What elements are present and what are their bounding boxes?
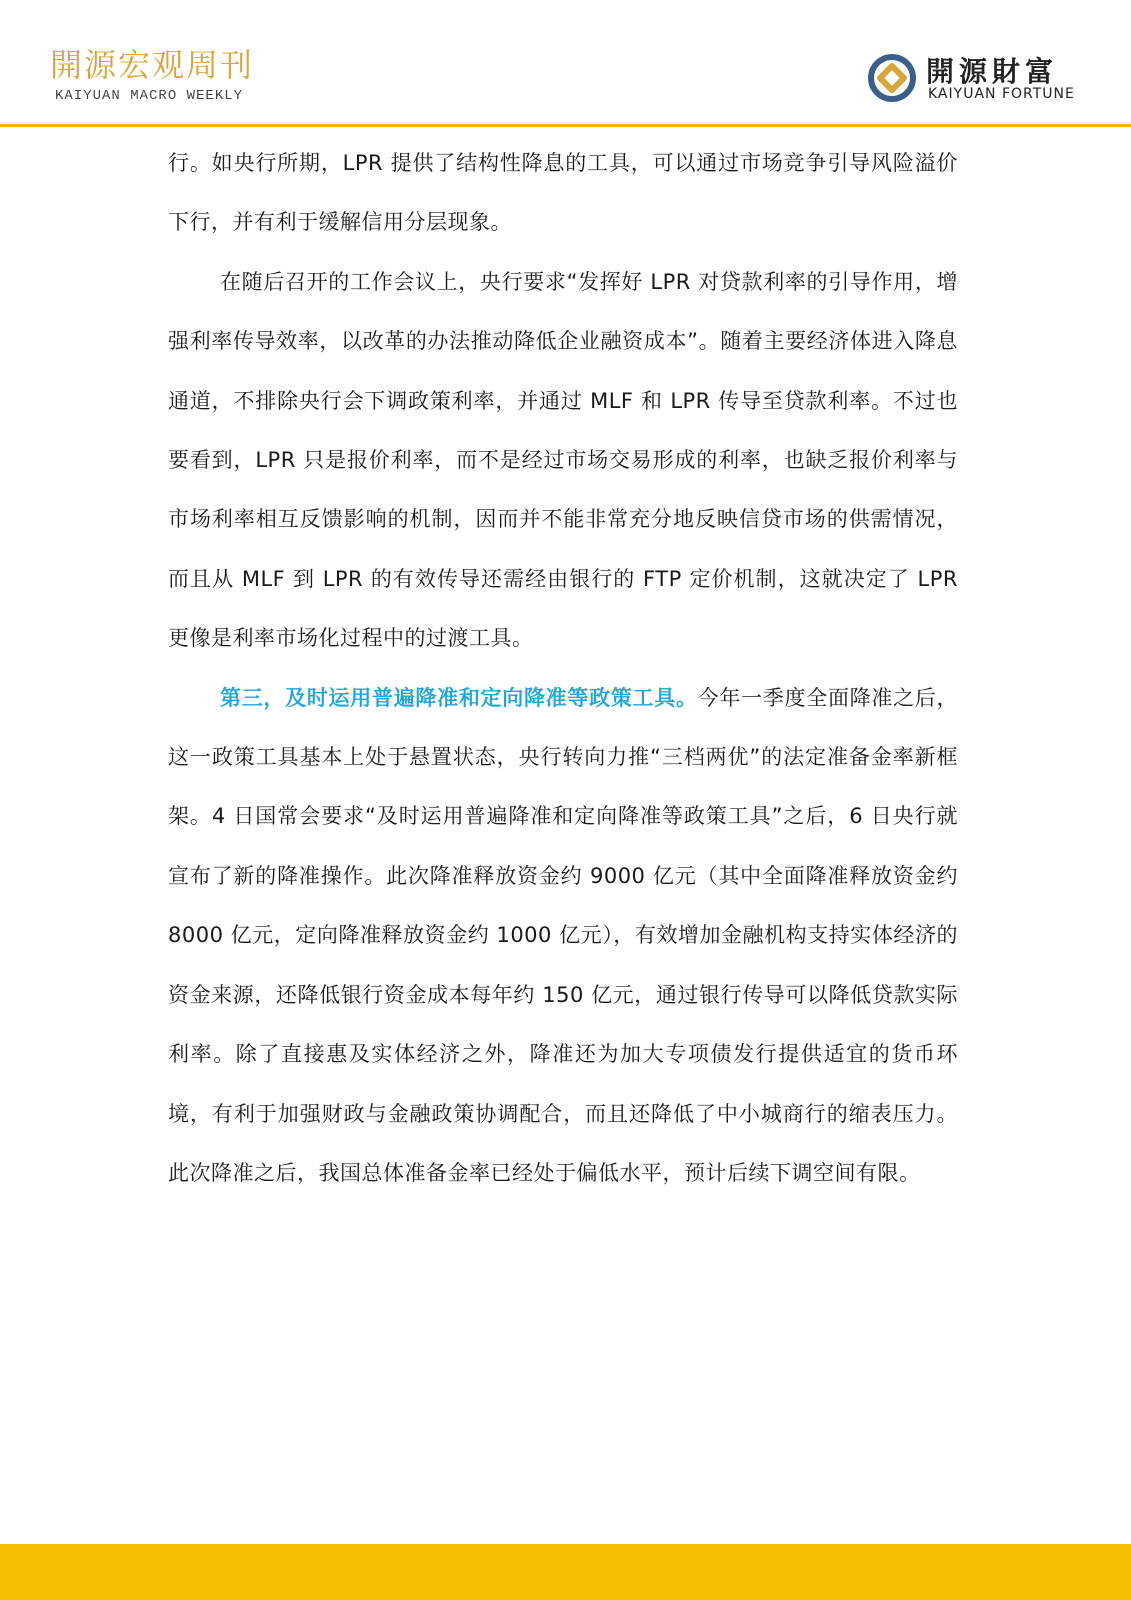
paragraph-1: 行。如央行所期，LPR 提供了结构性降息的工具，可以通过市场竞争引导风险溢价下行，并有利于缓解信用分层现象。 [168, 151, 958, 235]
publication-subtitle: KAIYUAN MACRO WEEKLY [55, 88, 244, 104]
kaiyuan-fortune-logo-icon [866, 52, 918, 104]
company-logo [866, 48, 1096, 108]
paragraph-3 [168, 669, 958, 1204]
paragraph-3-text: 今年一季度全面降准之后，这一政策工具基本上处于悬置状态，央行转向力推“三档两优”的法定准备金率新框架。4 日国常会要求“及时运用普遍降准和定向降准等政策工具”之后，6 日央行就宣布了新的降准操作。此次降准释放资金约 9000 亿元（其中全面降准释放资金约 8000 亿元，定向降准释放资金约 1000 亿元），有效增加金融机构支持实体经济的资金来源，还降低银行资金成本每年约 150 亿元，通过银行传导可以降低贷款实际利率。除了直接惠及实体经济之外，降准还为加大专项债发行提供适宜的货币环境，有利于加强财政与金融政策协调配合，而且还降低了中小城商行的缩表压力。此次降准之后，我国总体准备金率已经处于偏低水平，预计后续下调空间有限。 [168, 685, 959, 1185]
company-name-cn: 開源財富 [926, 55, 1059, 88]
company-name-en: KAIYUAN FORTUNE [928, 86, 1075, 102]
publication-title: 開源宏观周刊 [50, 46, 255, 84]
footer-bar [0, 1544, 1131, 1600]
article-body [168, 134, 958, 1203]
header-divider [0, 124, 1131, 127]
paragraph-2: 在随后召开的工作会议上，央行要求“发挥好 LPR 对贷款利率的引导作用，增强利率传导效率，以改革的办法推动降低企业融资成本”。随着主要经济体进入降息通道，不排除央行会下调政策利率，并通过 MLF 和 LPR 传导至贷款利率。不过也要看到，LPR 只是报价利率，而不是经过市场交易形成的利率，也缺乏报价利率与市场利率相互反馈影响的机制，因而并不能非常充分地反映信贷市场的供需情况，而且从 MLF 到 LPR 的有效传导还需经由银行的 FTP 定价机制，这就决定了 LPR 更像是利率市场化过程中的过渡工具。 [168, 269, 958, 651]
section-heading: 第三，及时运用普遍降准和定向降准等政策工具。 [220, 685, 698, 710]
page-header [0, 0, 1131, 130]
